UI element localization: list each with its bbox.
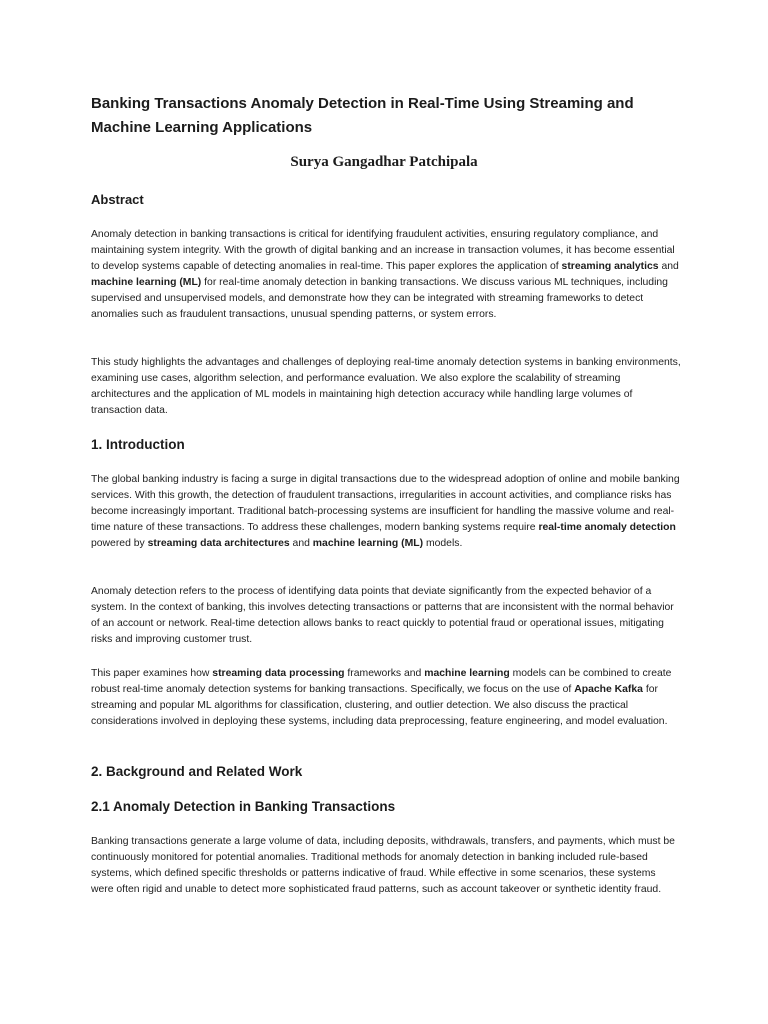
paper-title: Banking Transactions Anomaly Detection in Real-Time Using Streaming and Machine Learning Applications bbox=[91, 95, 634, 136]
bold-term: streaming data architectures bbox=[147, 538, 290, 549]
background-heading: 2. Background and Related Work bbox=[91, 764, 303, 779]
bold-term: streaming data processing bbox=[212, 668, 345, 679]
text-run: This study highlights the advantages and challenges of deploying real-time anomaly detection systems in banking environments, examining use cases, algorithm selection, and performance evaluation. We also explore the scalability of streaming architectures and the application of ML models in maintaining high detection accuracy while handling large volumes of transaction data. bbox=[91, 357, 681, 416]
text-run: powered by bbox=[91, 538, 148, 549]
text-run: models. bbox=[423, 538, 463, 549]
text-run: Anomaly detection in banking transactions is critical for identifying fraudulent activities, ensuring regulatory compliance, and maintaining system integrity. With the growth of digital banking and an increase in transaction volumes, it has become essential to develop systems capable of detecting anomalies in real-time. This paper explores the application of bbox=[91, 229, 675, 272]
bold-term: streaming analytics bbox=[561, 261, 659, 272]
text-run: models can be combined to create robust real-time anomaly detection systems for banking transactions. Specifically, we focus on the use of bbox=[91, 668, 672, 695]
bold-term: machine learning bbox=[424, 668, 510, 679]
introduction-heading: 1. Introduction bbox=[91, 437, 185, 452]
text-run: and bbox=[658, 261, 679, 272]
text-run: Anomaly detection refers to the process of identifying data points that deviate significantly from the expected behavior of a system. In the context of banking, this involves detecting transactions or patterns that are inconsistent with the normal behavior of an account or network. Real-time detection allows banks to react quickly to potential fraud or operational issues, mitigating risks and improving customer trust. bbox=[91, 586, 674, 645]
bold-term: machine learning (ML) bbox=[312, 538, 424, 549]
text-run: for real-time anomaly detection in banking transactions. We discuss various ML techniques, including supervised and unsupervised models, and demonstrate how they can be integrated with streaming frameworks to detect anomalies such as fraudulent transactions, unusual spending patterns, or system errors. bbox=[91, 277, 668, 320]
bold-term: machine learning (ML) bbox=[91, 277, 202, 288]
text-run: This paper examines how bbox=[91, 668, 213, 679]
bold-term: Apache Kafka bbox=[574, 684, 643, 695]
introduction-paragraph-2 bbox=[91, 584, 681, 648]
text-run: for streaming and popular ML algorithms for classification, clustering, and outlier detection. We also discuss the practical considerations involved in deploying these systems, including data preprocessing, feature engineering, and model evaluation. bbox=[91, 684, 668, 727]
introduction-paragraph-3 bbox=[91, 666, 681, 730]
text-run: Banking transactions generate a large volume of data, including deposits, withdrawals, transfers, and payments, which must be continuously monitored for potential anomalies. Traditional methods for anomaly detection in banking included rule-based systems, which defined specific thresholds or patterns indicative of fraud. While effective in some scenarios, these systems were often rigid and unable to detect more sophisticated fraud patterns, such as account takeover or synthetic identity fraud. bbox=[91, 836, 675, 895]
abstract-paragraph-1 bbox=[91, 227, 681, 323]
subsection-heading: 2.1 Anomaly Detection in Banking Transactions bbox=[91, 799, 396, 814]
introduction-paragraph-1 bbox=[91, 472, 681, 552]
author-name: Surya Gangadhar Patchipala bbox=[290, 154, 478, 170]
subsection-paragraph-1 bbox=[91, 834, 681, 898]
bold-term: real-time anomaly detection bbox=[538, 522, 676, 533]
abstract-heading: Abstract bbox=[91, 192, 144, 207]
text-run: and bbox=[289, 538, 313, 549]
abstract-paragraph-2 bbox=[91, 355, 681, 419]
text-run: frameworks and bbox=[344, 668, 425, 679]
text-run: The global banking industry is facing a surge in digital transactions due to the widespread adoption of online and mobile banking services. With this growth, the detection of fraudulent transactions, irregularities in account activities, and compliance risks has become increasingly important. Traditional batch-processing systems are insufficient for handling the massive volume and real-time nature of these transactions. To address these challenges, modern banking systems require bbox=[91, 474, 680, 533]
